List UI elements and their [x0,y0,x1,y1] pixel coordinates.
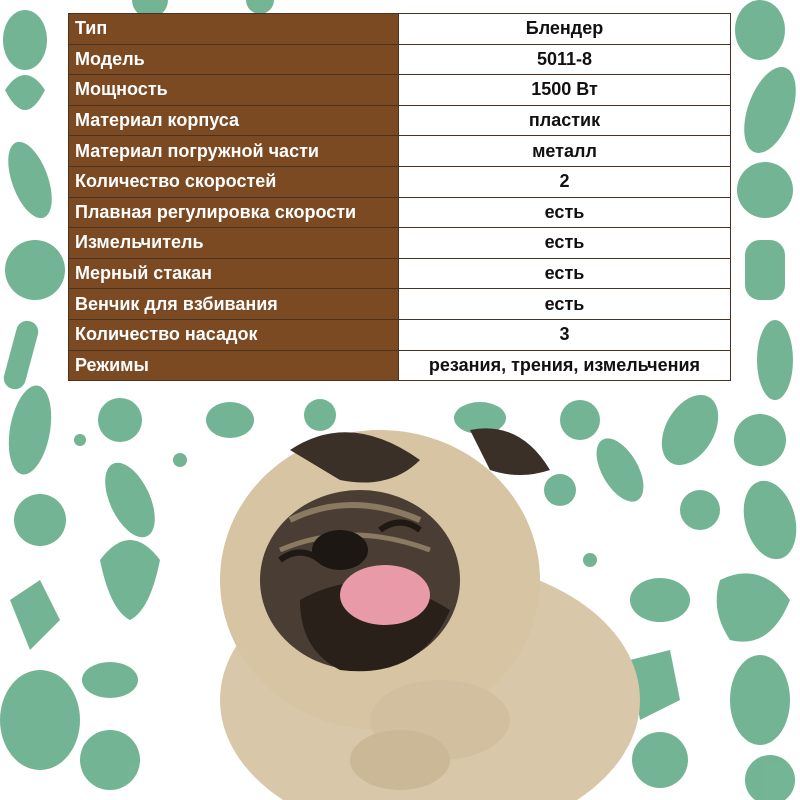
spec-row [69,350,731,381]
spec-value: 3 [399,319,731,350]
spec-row [69,258,731,289]
spec-key: Режимы [69,350,399,381]
spec-row [69,166,731,197]
spec-key: Мощность [69,75,399,106]
spec-value: 5011-8 [399,44,731,75]
spec-row [69,228,731,259]
spec-key: Измельчитель [69,228,399,259]
spec-row [69,105,731,136]
spec-key: Количество насадок [69,319,399,350]
spec-key: Венчик для взбивания [69,289,399,320]
spec-row [69,14,731,45]
spec-key: Плавная регулировка скорости [69,197,399,228]
spec-value: есть [399,197,731,228]
spec-row [69,44,731,75]
spec-key: Количество скоростей [69,166,399,197]
spec-row [69,75,731,106]
spec-value: металл [399,136,731,167]
spec-value: пластик [399,105,731,136]
specs-table [68,13,731,381]
spec-key: Тип [69,14,399,45]
spec-value: есть [399,258,731,289]
spec-row [69,289,731,320]
spec-key: Модель [69,44,399,75]
spec-row [69,136,731,167]
spec-value: Блендер [399,14,731,45]
spec-value: есть [399,289,731,320]
spec-row [69,197,731,228]
spec-row [69,319,731,350]
spec-value: есть [399,228,731,259]
spec-key: Мерный стакан [69,258,399,289]
spec-key: Материал корпуса [69,105,399,136]
spec-value: резания, трения, измельчения [399,350,731,381]
spec-key: Материал погружной части [69,136,399,167]
pug-photo [170,400,650,800]
spec-value: 2 [399,166,731,197]
spec-value: 1500 Вт [399,75,731,106]
